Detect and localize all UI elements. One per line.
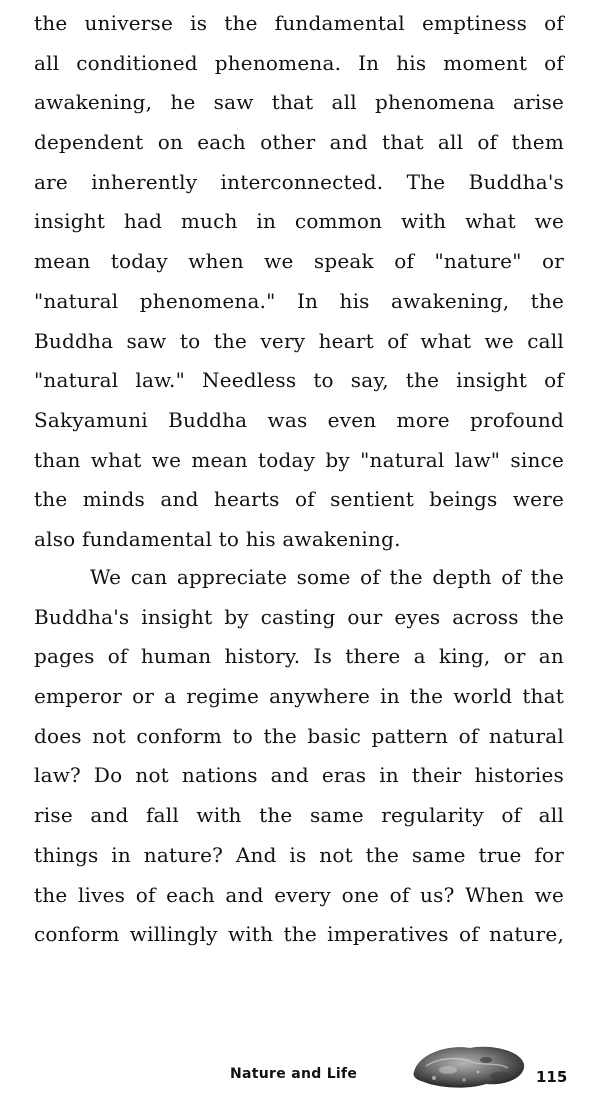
text-line: Buddha's insight by casting our eyes across the [34,604,564,629]
text-line: things in nature? And is not the same true for [34,842,564,867]
text-line: "natural law." Needless to say, the insight of [34,368,564,393]
text-line: the minds and hearts of sentient beings were [34,487,564,512]
text-line: all conditioned phenomena. In his moment of [34,50,564,75]
text-line: Sakyamuni Buddha was even more profound [34,407,564,432]
text-line: insight had much in common with what we [34,209,564,234]
text-line: the lives of each and every one of us? When we [34,882,564,907]
text-line: does not conform to the basic pattern of natural [34,723,564,748]
text-line: emperor or a regime anywhere in the world that [34,684,564,709]
running-title: Nature and Life [230,1066,358,1082]
text-line: pages of human history. Is there a king, or an [34,644,564,669]
text-line: law? Do not nations and eras in their histories [34,763,564,788]
text-line: conform willingly with the imperatives of nature, [34,922,564,947]
text-line: the universe is the fundamental emptiness of [34,11,564,35]
text-line: awakening, he saw that all phenomena arise [34,90,564,115]
text-line: dependent on each other and that all of them [34,130,564,155]
page-footer [0,1058,600,1090]
text-line: also fundamental to his awakening. [34,526,401,551]
page-number: 115 [536,1068,568,1086]
text-line: mean today when we speak of "nature" or [34,249,564,274]
text-line: We can appreciate some of the depth of the [90,565,564,589]
text-line: are inherently interconnected. The Buddha's [34,169,564,194]
text-line: rise and fall with the same regularity of all [34,803,564,828]
paragraph-2 [34,558,564,955]
text-line: Buddha saw to the very heart of what we call [34,328,564,353]
paragraph-1 [34,4,564,560]
stone-ornament-icon [408,1036,528,1092]
text-line: than what we mean today by "natural law" since [34,447,564,472]
text-line: "natural phenomena." In his awakening, the [34,288,564,313]
